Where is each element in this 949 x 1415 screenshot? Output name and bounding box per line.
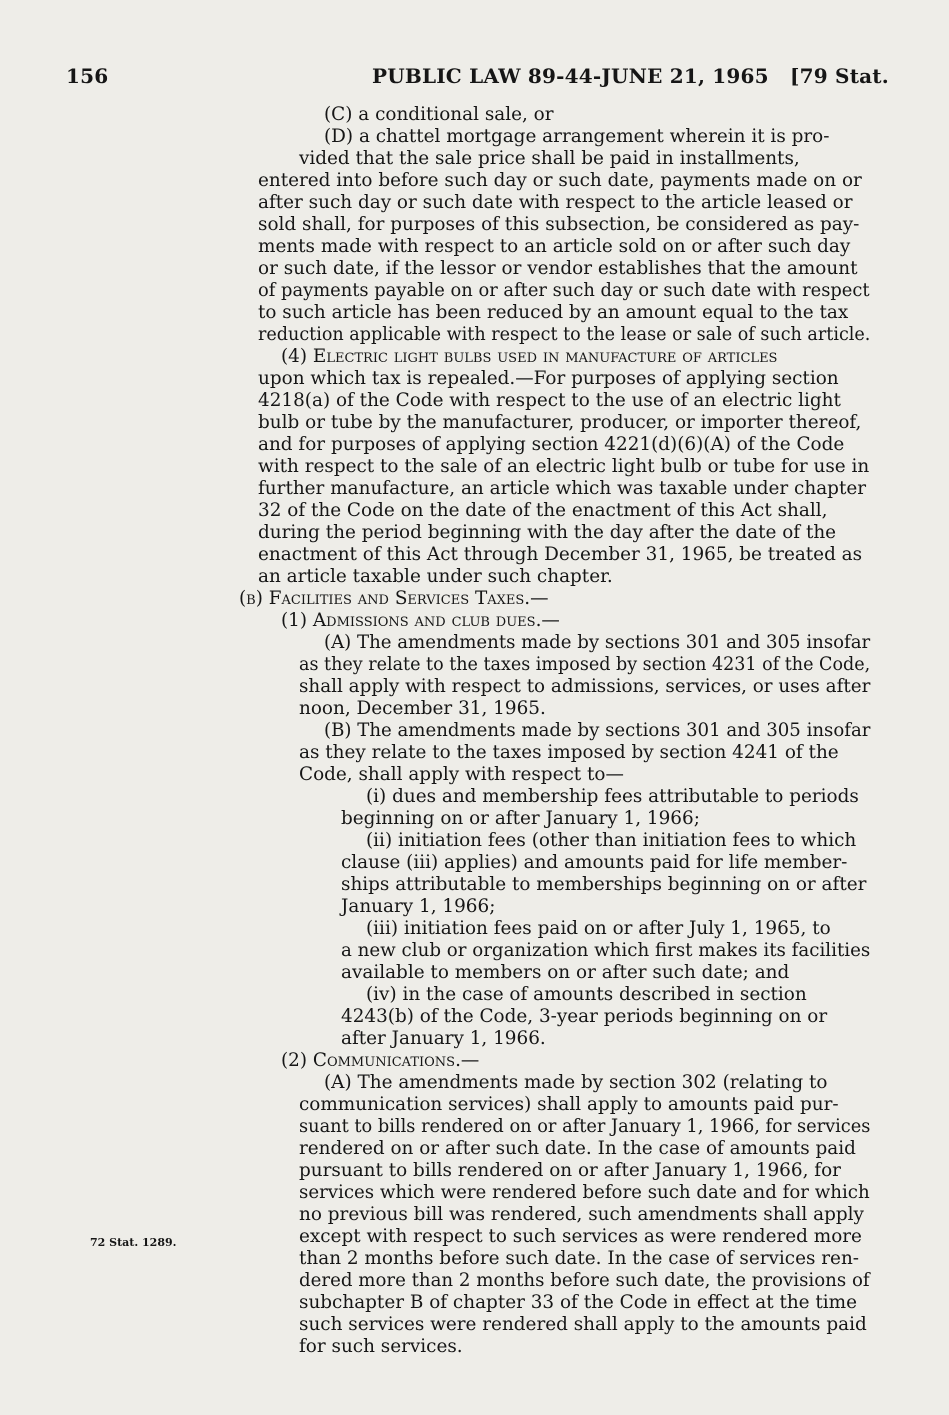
text-line: (D) a chattel mortgage arrangement wherein it is pro-: [324, 126, 830, 147]
page-number: 156: [66, 64, 109, 88]
text-line: to such article has been reduced by an amount equal to the tax: [258, 302, 849, 323]
text-line: no previous bill was rendered, such amendments shall apply: [299, 1204, 864, 1225]
text-line: (A) The amendments made by sections 301 and 305 insofar: [324, 632, 871, 653]
text-line: 4243(b) of the Code, 3-year periods beginning on or: [341, 1006, 828, 1027]
text-line: (A) The amendments made by section 302 (relating to: [324, 1072, 828, 1093]
text-line: available to members on or after such date; and: [341, 962, 790, 983]
text-line: enactment of this Act through December 31, 1965, be treated as: [258, 544, 863, 565]
text-line: except with respect to such services as were rendered more: [299, 1226, 862, 1247]
text-line: after such day or such date with respect to the article leased or: [258, 192, 853, 213]
text-line: noon, December 31, 1965.: [299, 698, 546, 719]
text-line: with respect to the sale of an electric light bulb or tube for use in: [258, 456, 870, 477]
text-line: (2) Communications.—: [281, 1050, 480, 1071]
text-line: sold shall, for purposes of this subsection, be considered as pay-: [258, 214, 860, 235]
text-line: shall apply with respect to admissions, services, or uses after: [299, 676, 871, 697]
text-line: and for purposes of applying section 4221(d)(6)(A) of the Code: [258, 434, 845, 455]
text-line: communication services) shall apply to amounts paid pur-: [299, 1094, 839, 1115]
text-line: beginning on or after January 1, 1966;: [341, 808, 700, 829]
text-line: (C) a conditional sale, or: [324, 104, 554, 125]
text-line: 32 of the Code on the date of the enactment of this Act shall,: [258, 500, 828, 521]
text-line: (ii) initiation fees (other than initiation fees to which: [366, 830, 857, 851]
text-line: upon which tax is repealed.—For purposes of applying section: [258, 368, 839, 389]
text-line: (4) Electric light bulbs used in manufacture of articles: [281, 346, 778, 367]
text-line: pursuant to bills rendered on or after January 1, 1966, for: [299, 1160, 841, 1181]
text-line: such services were rendered shall apply to the amounts paid: [299, 1314, 867, 1335]
text-line: after January 1, 1966.: [341, 1028, 546, 1049]
text-line: (b) Facilities and Services Taxes.—: [239, 588, 549, 609]
running-title: PUBLIC LAW 89-44-JUNE 21, 1965: [372, 64, 769, 88]
text-line: for such services.: [299, 1336, 463, 1357]
text-line: subchapter B of chapter 33 of the Code in effect at the time: [299, 1292, 858, 1313]
text-line: (B) The amendments made by sections 301 and 305 insofar: [324, 720, 871, 741]
text-line: rendered on or after such date. In the case of amounts paid: [299, 1138, 856, 1159]
text-line: (iii) initiation fees paid on or after July 1, 1965, to: [366, 918, 831, 939]
text-line: ments made with respect to an article sold on or after such day: [258, 236, 851, 257]
text-line: (iv) in the case of amounts described in section: [366, 984, 807, 1005]
text-line: as they relate to the taxes imposed by section 4241 of the: [299, 742, 839, 763]
text-line: January 1, 1966;: [341, 896, 496, 917]
text-line: vided that the sale price shall be paid in installments,: [299, 148, 800, 169]
text-line: dered more than 2 months before such date, the provisions of: [299, 1270, 870, 1291]
text-line: of payments payable on or after such day or such date with respect: [258, 280, 870, 301]
text-line: further manufacture, an article which was taxable under chapter: [258, 478, 867, 499]
text-line: than 2 months before such date. In the case of services ren-: [299, 1248, 859, 1269]
text-line: suant to bills rendered on or after January 1, 1966, for services: [299, 1116, 871, 1137]
text-line: a new club or organization which first makes its facilities: [341, 940, 871, 961]
text-line: reduction applicable with respect to the lease or sale of such article.: [258, 324, 871, 345]
text-line: ships attributable to memberships beginning on or after: [341, 874, 867, 895]
text-line: 4218(a) of the Code with respect to the use of an electric light: [258, 390, 841, 411]
text-line: services which were rendered before such date and for which: [299, 1182, 870, 1203]
text-line: Code, shall apply with respect to—: [299, 764, 624, 785]
statute-reference: [79 Stat.: [790, 64, 889, 88]
text-line: during the period beginning with the day after the date of the: [258, 522, 837, 543]
text-line: bulb or tube by the manufacturer, producer, or importer thereof,: [258, 412, 862, 433]
text-line: (i) dues and membership fees attributable to periods: [366, 786, 859, 807]
text-line: (1) Admissions and club dues.—: [281, 610, 560, 631]
margin-note: 72 Stat. 1289.: [90, 1236, 177, 1249]
text-line: an article taxable under such chapter.: [258, 566, 613, 587]
text-line: as they relate to the taxes imposed by section 4231 of the Code,: [299, 654, 871, 675]
text-line: clause (iii) applies) and amounts paid for life member-: [341, 852, 848, 873]
text-line: entered into before such day or such date, payments made on or: [258, 170, 862, 191]
text-line: or such date, if the lessor or vendor establishes that the amount: [258, 258, 858, 279]
